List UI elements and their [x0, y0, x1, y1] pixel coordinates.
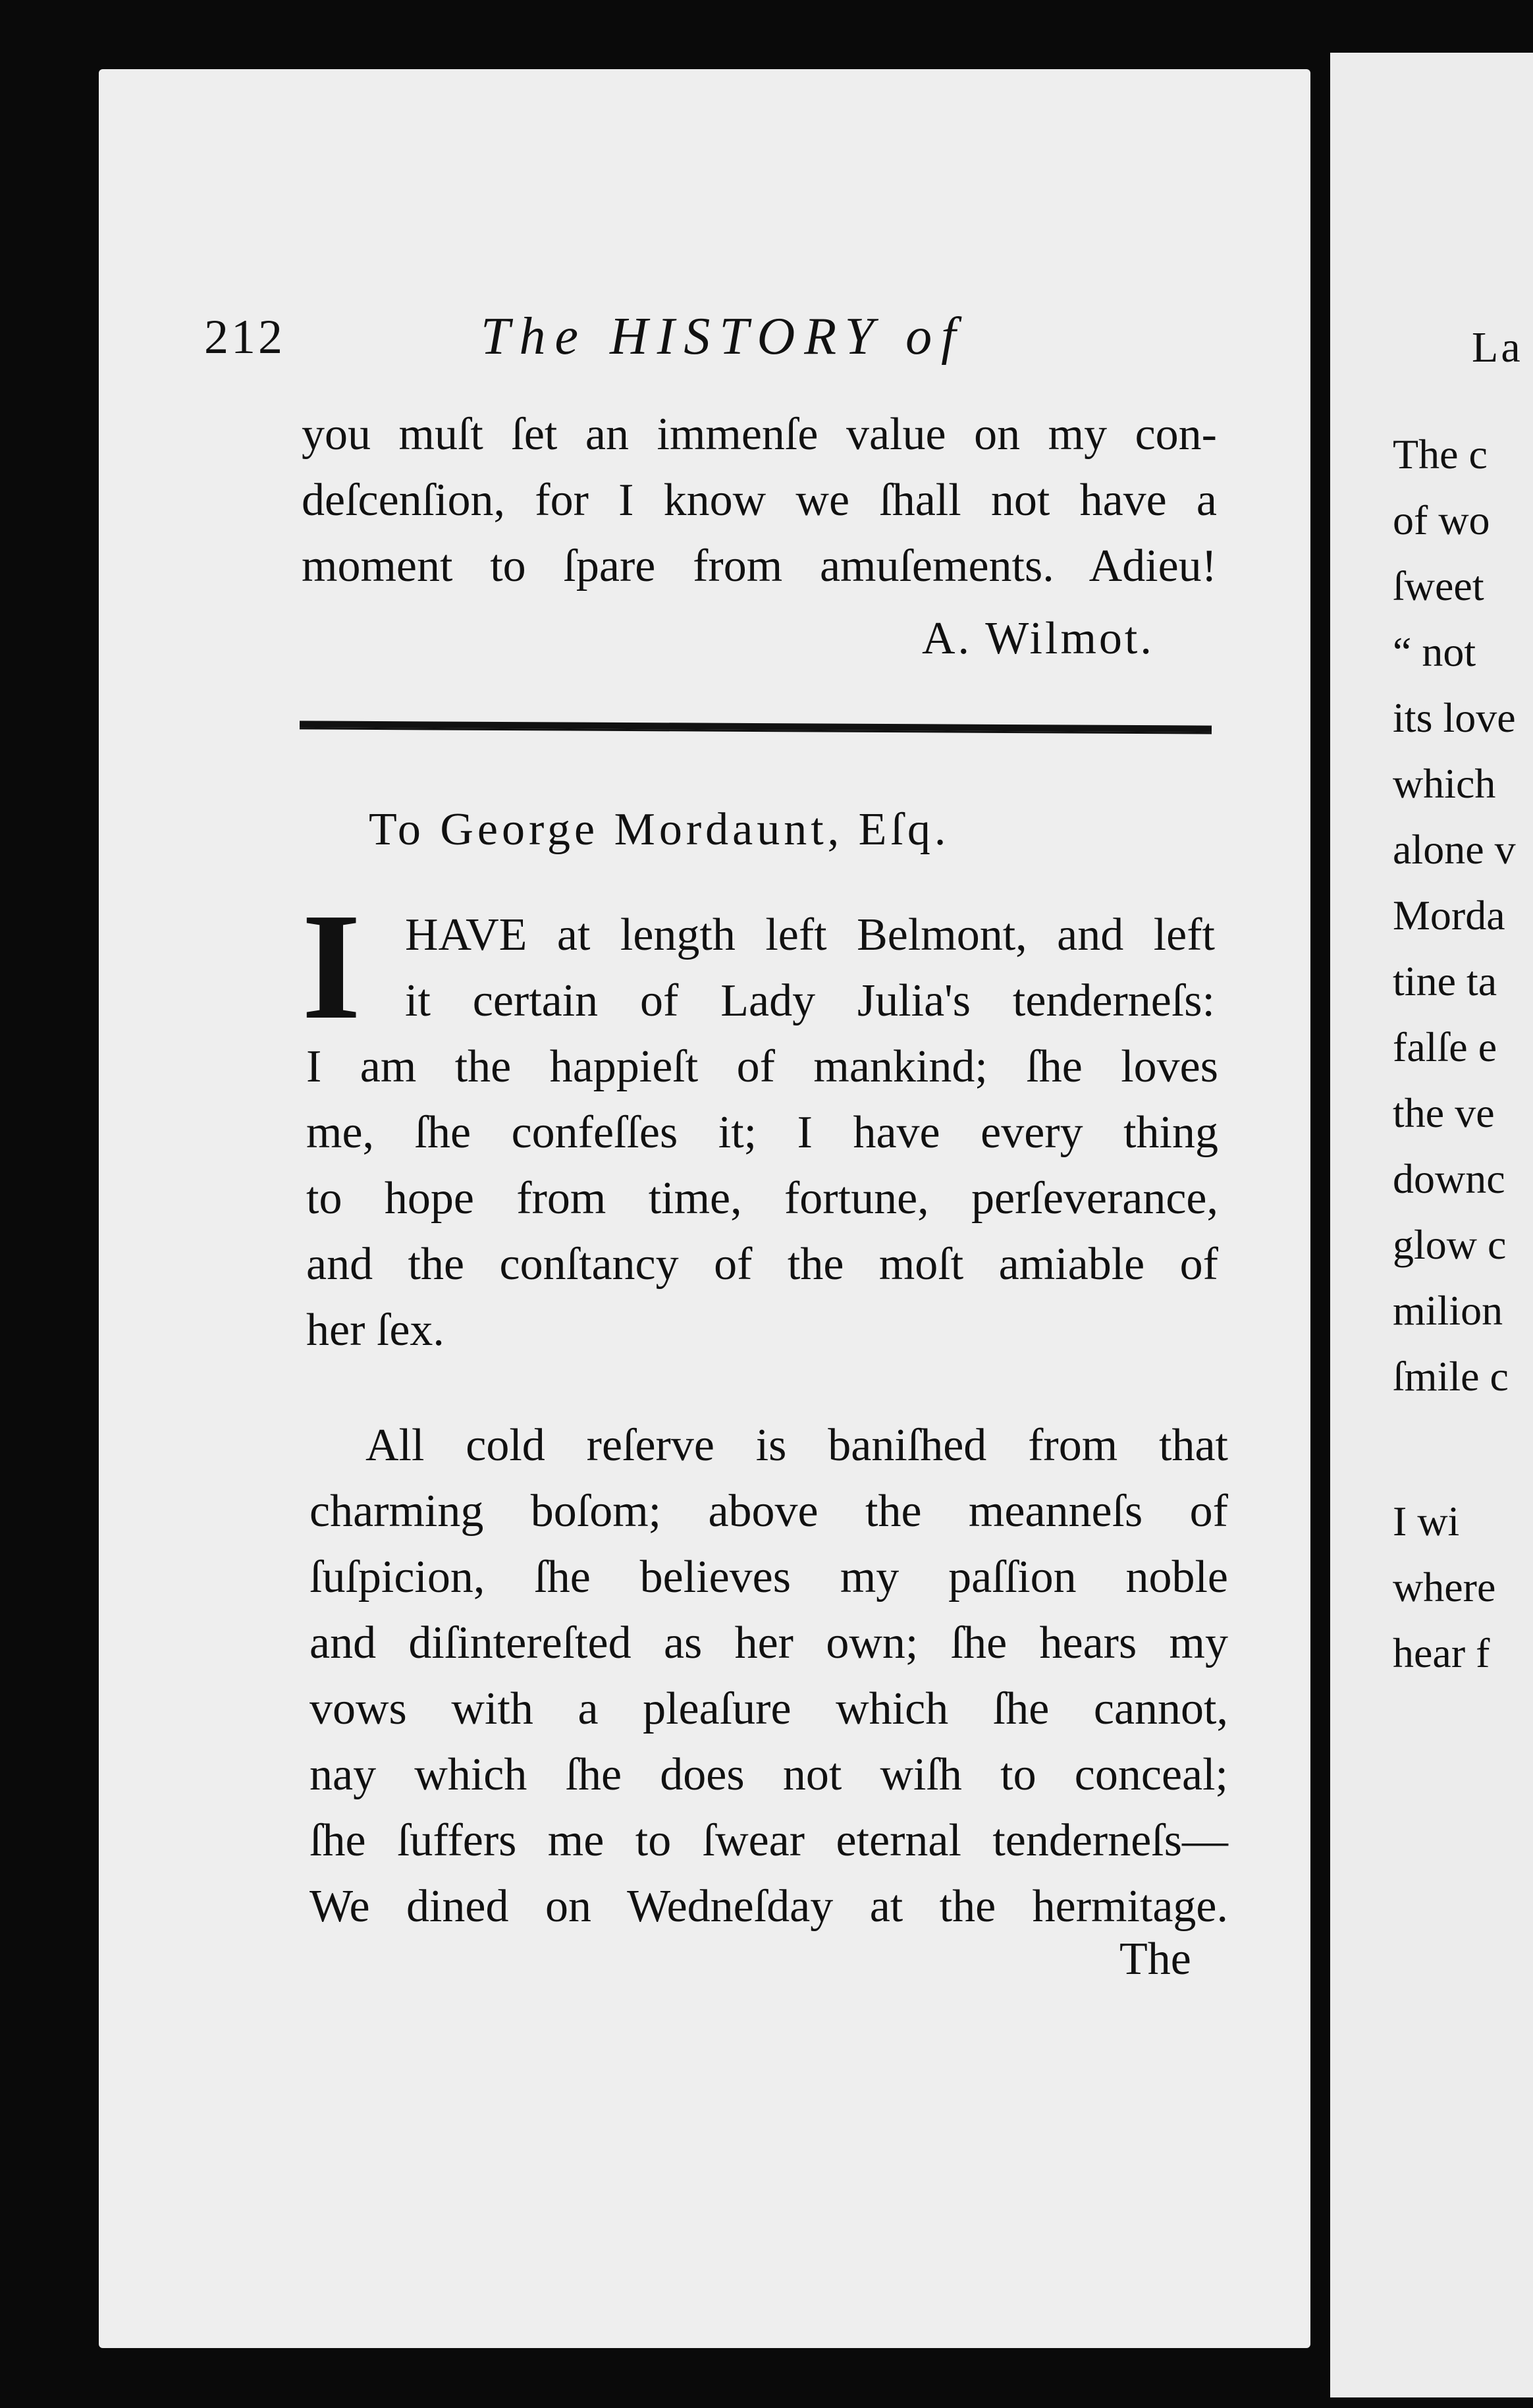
text-line: I wi: [1393, 1498, 1460, 1545]
letter-heading: To George Mordaunt, Eſq.: [369, 804, 950, 855]
text-line: charming boſom; above the meanneſs of: [309, 1486, 1228, 1537]
running-title: The HISTORY of: [481, 308, 965, 366]
text-line: “ not: [1393, 628, 1476, 675]
paragraph1-first-lines: [405, 902, 1215, 1034]
text-line: alone v: [1393, 826, 1516, 873]
text-line: hear f: [1393, 1629, 1490, 1676]
page-number: 212: [204, 310, 285, 364]
text-line: ſweet: [1393, 562, 1484, 609]
text-line: ſhe ſuffers me to ſwear eternal tenderneſs—: [309, 1815, 1228, 1866]
text-line: nay which ſhe does not wiſh to conceal;: [309, 1749, 1228, 1800]
paragraph-gap: [1393, 1409, 1516, 1489]
text-line: tine ta: [1393, 958, 1497, 1004]
signature: A. Wilmot.: [922, 613, 1154, 664]
text-line: ſuſpicion, ſhe believes my paſſion noble: [309, 1552, 1228, 1602]
text-line: the ve: [1393, 1089, 1495, 1136]
text-line: moment to ſpare from amuſements. Adieu!: [302, 541, 1217, 591]
text-line: to hope from time, fortune, perſeverance,: [306, 1173, 1218, 1224]
catchword: The: [1119, 1934, 1191, 1984]
continuation-text: [302, 402, 1217, 599]
text-line: milion: [1393, 1287, 1503, 1334]
text-line: The c: [1393, 431, 1488, 478]
text-line: We dined on Wedneſday at the hermitage.: [309, 1881, 1228, 1932]
right-page-text: [1393, 422, 1516, 1686]
text-line: ſmile c: [1393, 1353, 1509, 1400]
drop-cap: I: [302, 882, 362, 1051]
text-line: its love: [1393, 694, 1516, 741]
text-line: All cold reſerve is baniſhed from that: [365, 1420, 1228, 1471]
text-line: and diſintereſted as her own; ſhe hears my: [309, 1618, 1228, 1668]
text-line: and the conſtancy of the moſt amiable of: [306, 1239, 1218, 1290]
text-line: it certain of Lady Julia's tenderneſs:: [405, 975, 1215, 1026]
text-line: of wo: [1393, 497, 1490, 543]
paragraph1-rest: [306, 1034, 1218, 1363]
text-line: downc: [1393, 1155, 1505, 1202]
paragraph2: [309, 1413, 1228, 1940]
text-line: where: [1393, 1564, 1496, 1610]
text-line: falſe e: [1393, 1024, 1497, 1070]
text-line: her ſex.: [306, 1305, 444, 1355]
text-line: you muſt ſet an immenſe value on my con-: [302, 409, 1217, 460]
text-line: vows with a pleaſure which ſhe cannot,: [309, 1683, 1228, 1734]
text-line: HAVE at length left Belmont, and left: [405, 910, 1215, 960]
text-line: Morda: [1393, 892, 1505, 939]
running-head: [204, 283, 1231, 375]
text-line: deſcenſion, for I know we ſhall not have a: [302, 475, 1217, 526]
right-running-head: La: [1472, 323, 1523, 371]
text-line: me, ſhe confeſſes it; I have every thing: [306, 1107, 1218, 1158]
text-line: which: [1393, 760, 1496, 807]
text-line: glow c: [1393, 1221, 1507, 1268]
text-line: I am the happieſt of mankind; ſhe loves: [306, 1041, 1218, 1092]
